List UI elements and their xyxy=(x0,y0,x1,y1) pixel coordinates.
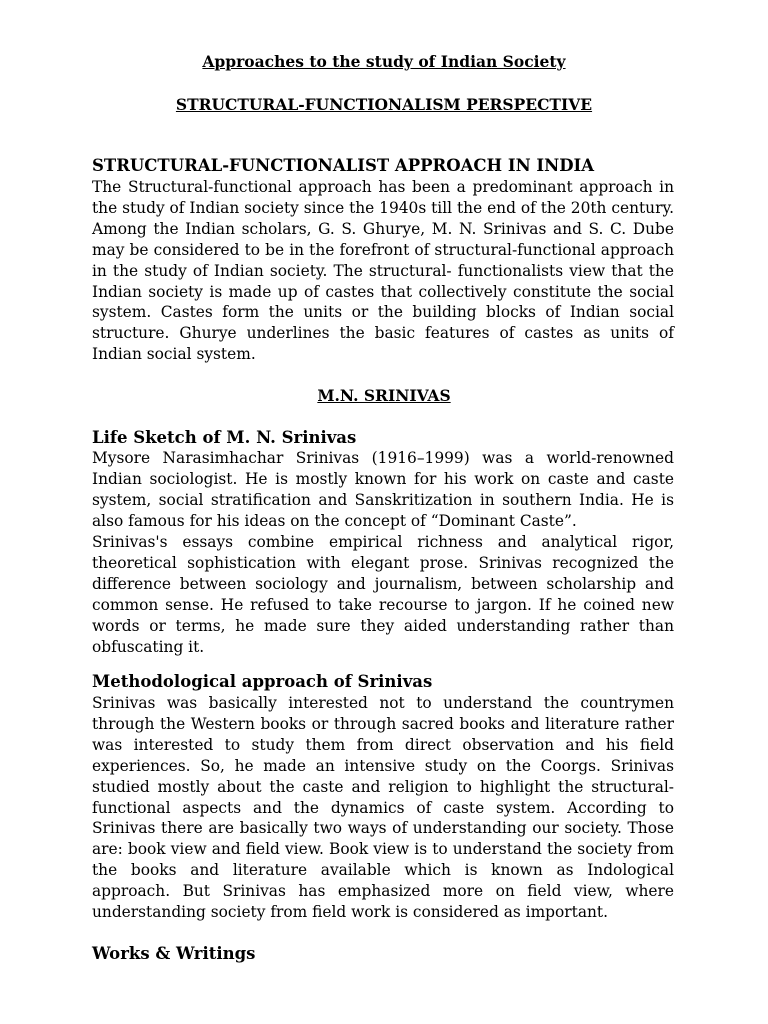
document-title: Approaches to the study of Indian Society xyxy=(202,52,566,71)
paragraph-life-sketch-2: Srinivas's essays combine empirical richness and analytical rigor, theoretical sophistication with elegant prose. Srinivas recognized the difference between sociology and journalism, between scholarship and common sense. He refused to take recourse to jargon. If he coined new words or terms, he made sure they aided understanding rather than obfuscating it. xyxy=(92,533,674,656)
section-heading-works-writings: Works & Writings xyxy=(92,944,256,963)
paragraph-life-sketch-1: Mysore Narasimhachar Srinivas (1916–1999) was a world-renowned Indian sociologist. He is mostly known for his work on caste and caste system, social stratification and Sanskritization in southern India. He is also famous for his ideas on the concept of “Dominant Caste”. xyxy=(92,449,674,530)
paragraph-structural-functionalist-approach: The Structural-functional approach has been a predominant approach in the study of Indian society since the 1940s till the end of the 20th century. Among the Indian scholars, G. S. Ghurye, M. N. Srinivas and S. C. Dube may be considered to be in the forefront of structural-functional approach in the study of Indian society. The structural- functionalists view that the Indian society is made up of castes that collectively constitute the social system. Castes form the units or the building blocks of Indian social structure. Ghurye underlines the basic features of castes as units of Indian social system. xyxy=(92,178,674,364)
section-heading-life-sketch: Life Sketch of M. N. Srinivas xyxy=(92,428,357,447)
document-subtitle: STRUCTURAL-FUNCTIONALISM PERSPECTIVE xyxy=(175,95,593,114)
section-heading-mn-srinivas: M.N. SRINIVAS xyxy=(317,386,451,405)
section-heading-structural-functionalist-approach: STRUCTURAL-FUNCTIONALIST APPROACH IN INDIA xyxy=(92,156,595,175)
paragraph-methodological-approach: Srinivas was basically interested not to understand the countrymen through the Western books or through sacred books and literature rather was interested to study them from direct observation and his field experiences. So, he made an intensive study on the Coorgs. Srinivas studied mostly about the caste and religion to highlight the structural-functional aspects and the dynamics of caste system. According to Srinivas there are basically two ways of understanding our society. Those are: book view and field view. Book view is to understand the society from the books and literature available which is known as Indological approach. But Srinivas has emphasized more on field view, where understanding society from field work is considered as important. xyxy=(92,694,674,922)
section-heading-methodological-approach: Methodological approach of Srinivas xyxy=(92,672,433,691)
